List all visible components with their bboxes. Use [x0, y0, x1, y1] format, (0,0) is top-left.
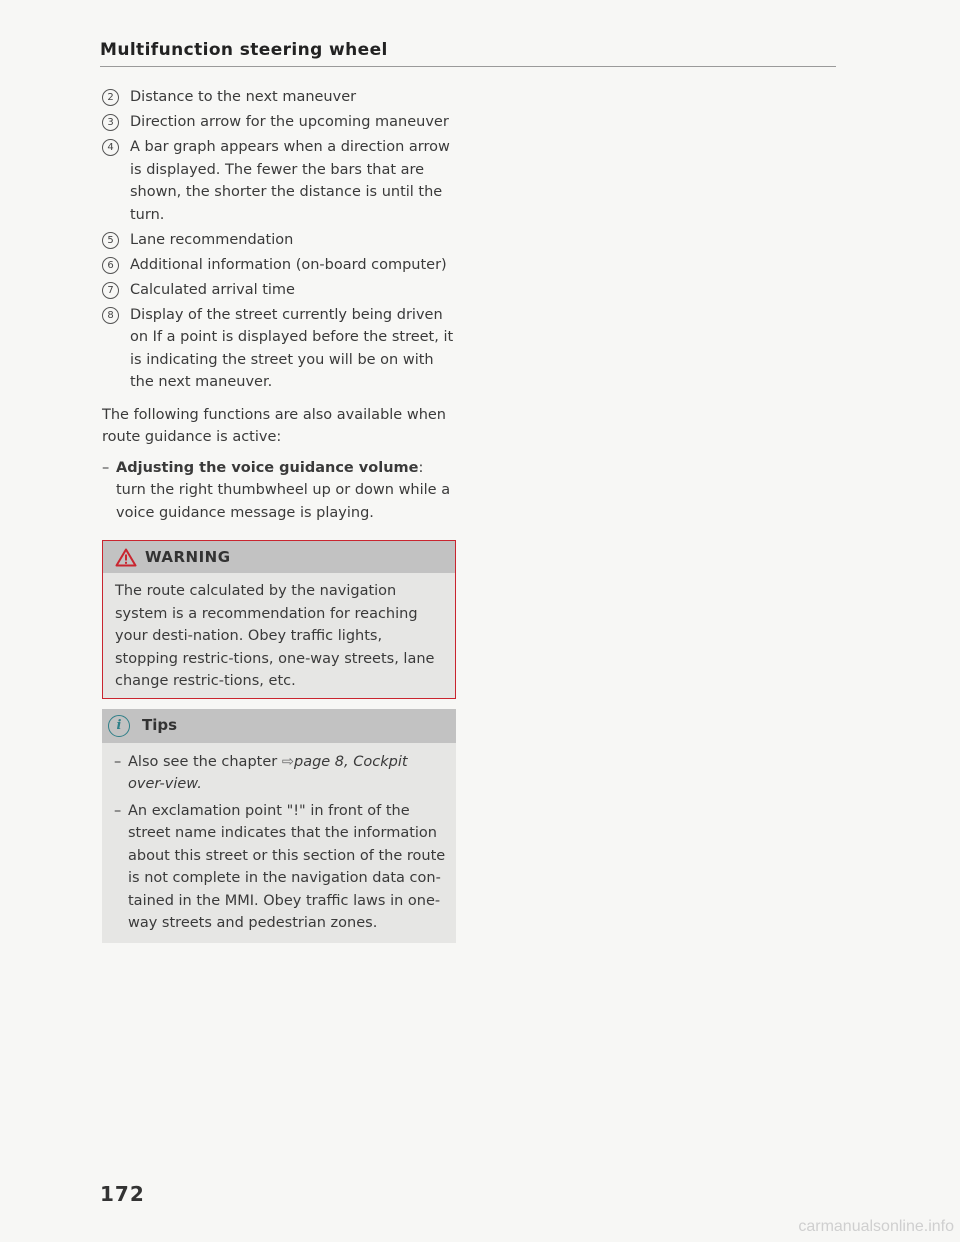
tips-body: [102, 743, 456, 943]
legend-item: [102, 229, 456, 252]
circled-number: 2: [102, 89, 119, 106]
function-description: : turn the right thumbwheel up or down while a voice guidance message is playing.: [116, 459, 451, 521]
tips-box: [102, 709, 456, 943]
legend-item: [102, 136, 456, 226]
section-title: Multifunction steering wheel: [100, 40, 388, 60]
watermark: carmanualsonline.info: [798, 1218, 954, 1235]
tip-item: [114, 800, 446, 935]
warning-body: The route calculated by the navigation system is a recommendation for reaching your desti-nation. Obey traffic lights, stopping restric-tions, one-way streets, lane change restric-tions, etc.: [115, 583, 435, 689]
page-header: [100, 40, 836, 67]
warning-box: [102, 540, 456, 699]
legend-item: [102, 279, 456, 302]
intro-paragraph: The following functions are also available when route guidance is active:: [102, 406, 446, 445]
xref-arrow-icon: ⇨: [281, 753, 294, 770]
tips-header: [102, 709, 456, 743]
circled-number: 3: [102, 114, 119, 131]
page-reference-link[interactable]: page 8, Cockpit over-view.: [128, 753, 408, 792]
legend-text: Additional information (on-board computer): [130, 256, 447, 273]
legend-text: A bar graph appears when a direction arrow is displayed. The fewer the bars that are shown, the shorter the distance is until the turn.: [130, 139, 450, 223]
dash-bullet: –: [114, 802, 122, 819]
legend-text: Calculated arrival time: [130, 281, 295, 298]
warning-title: WARNING: [145, 547, 231, 566]
legend-text: Display of the street currently being driven on If a point is displayed before the street, it is indicating the street you will be on with the next maneuver.: [130, 306, 454, 390]
function-item: [102, 457, 456, 525]
page-number: 172: [100, 1182, 145, 1206]
legend-text: Distance to the next maneuver: [130, 89, 357, 105]
warning-triangle-icon: [115, 548, 137, 567]
function-name: Adjusting the voice guidance volume: [116, 459, 419, 476]
legend-item: [102, 304, 456, 394]
legend-list: [102, 86, 456, 394]
info-icon: i: [108, 715, 130, 737]
tip-text: An exclamation point "!" in front of the street name indicates that the information about this street or this section of the route is not complete in the navigation data con-tained in the MMI. Obey traffic laws in one-way streets and pedestrian zones.: [128, 802, 446, 931]
legend-item: [102, 86, 456, 109]
dash-bullet: –: [114, 753, 122, 770]
circled-number: 5: [102, 232, 119, 249]
circled-number: 6: [102, 257, 119, 274]
tip-item: [114, 751, 446, 796]
tips-title: Tips: [142, 716, 178, 735]
circled-number: 8: [102, 307, 119, 324]
circled-number: 4: [102, 139, 119, 156]
dash-bullet: –: [102, 459, 110, 476]
circled-number: 7: [102, 282, 119, 299]
legend-text: Lane recommendation: [130, 231, 294, 248]
tip-text: Also see the chapter: [128, 753, 282, 770]
legend-item: [102, 254, 456, 277]
warning-header: [103, 541, 455, 573]
legend-text: Direction arrow for the upcoming maneuver: [130, 114, 449, 130]
legend-item: [102, 111, 456, 134]
content-column: [102, 86, 456, 943]
